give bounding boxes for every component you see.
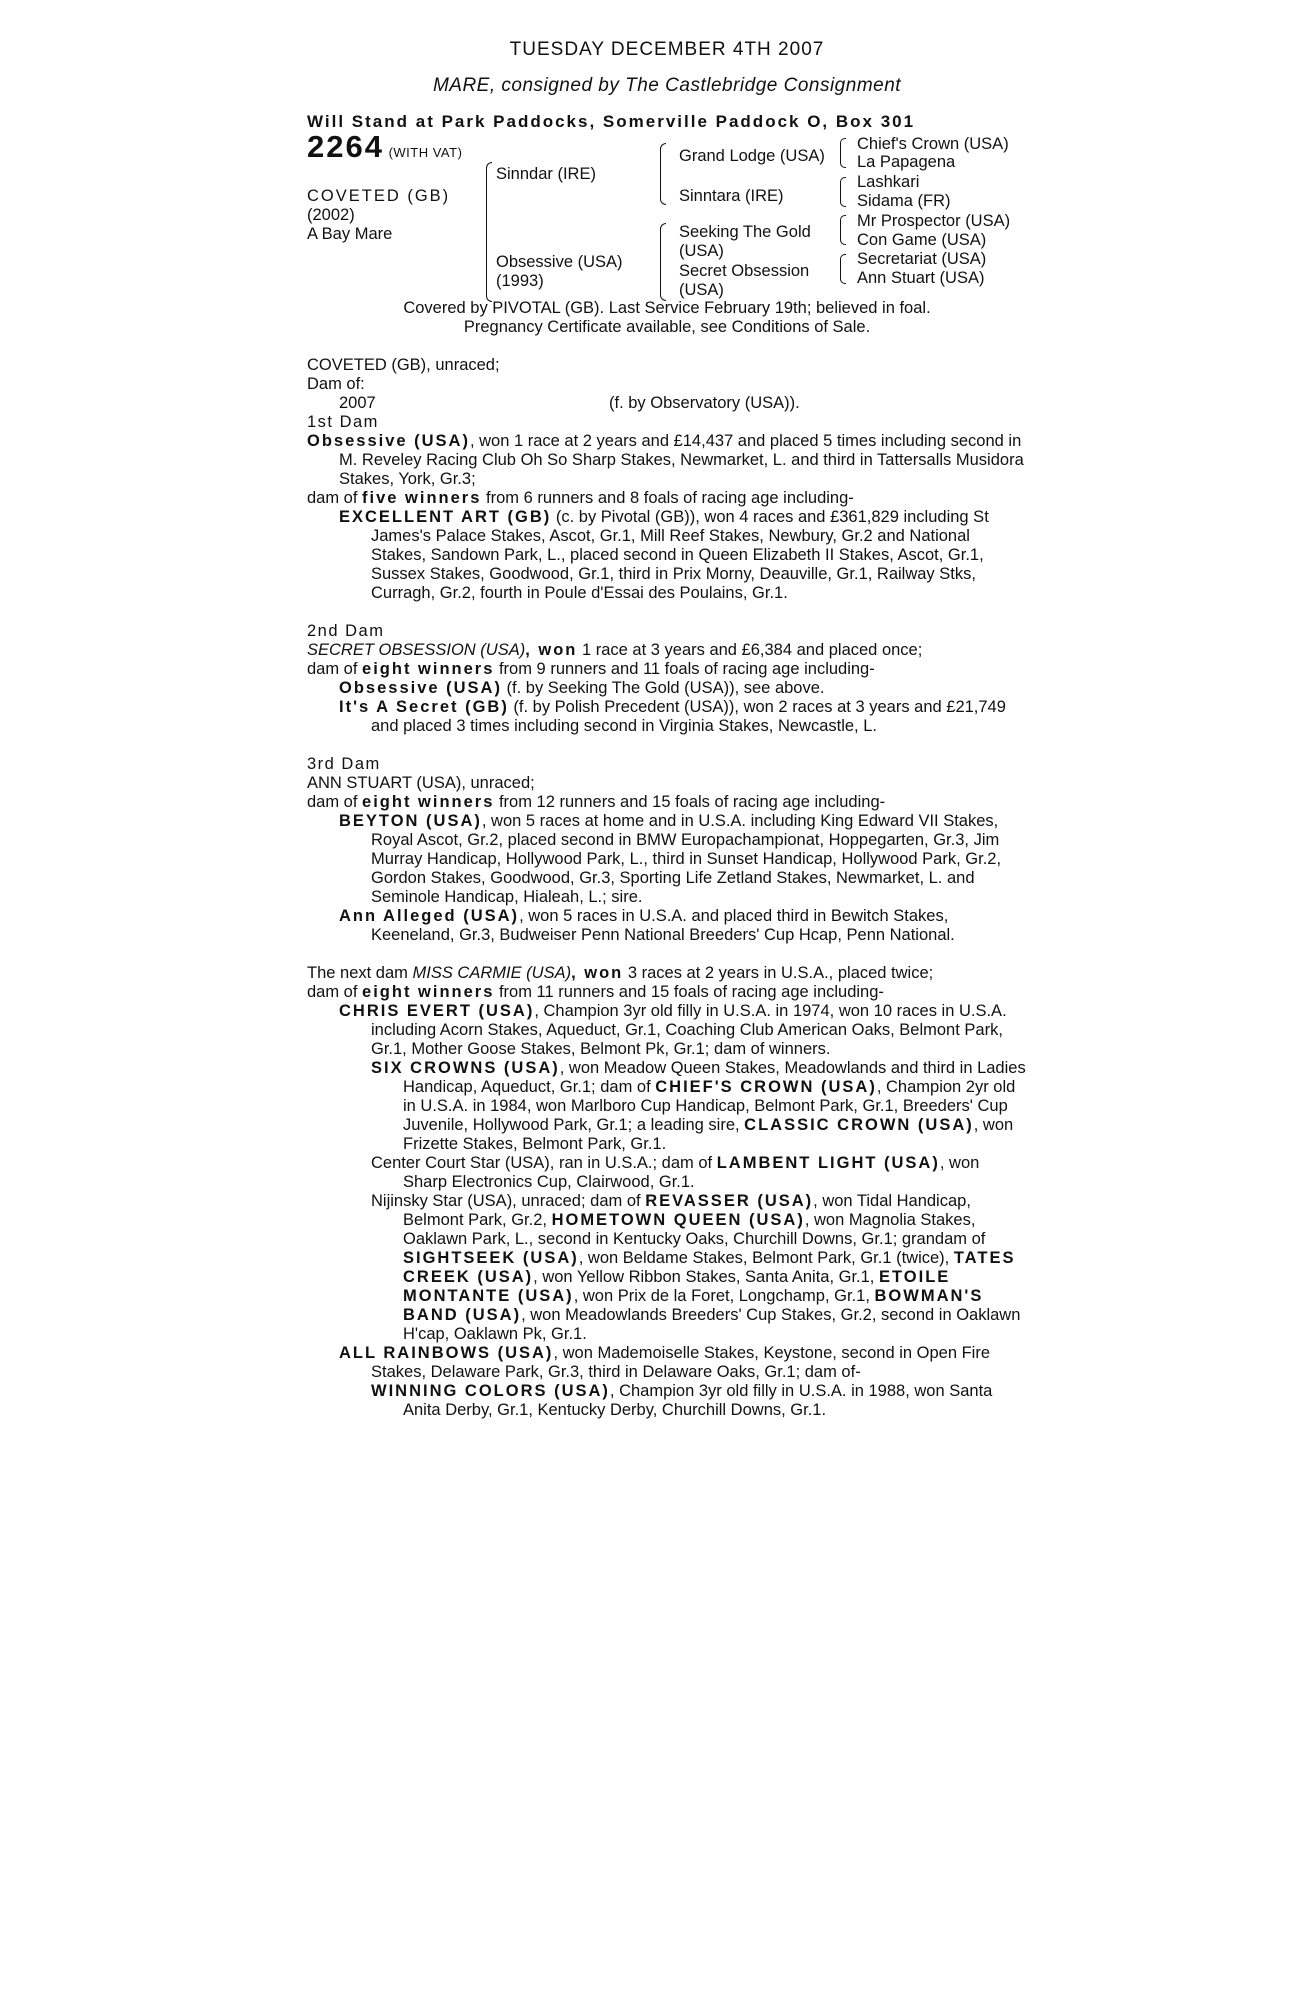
mare-summary: COVETED (GB), unraced;	[307, 356, 500, 374]
progeny-beyton: BEYTON (USA), won 5 races at home and in U.S.A. including King Edward VII Stakes, Royal Ascot, Gr.2, placed second in BMW Europachampionat, Hoppegarten, Gr.3, Jim Murray Handicap, Hollywood Park, L., third in Sunset Handicap, Hollywood Park, Gr.2, Gordon Stakes, Goodwood, Gr.3, Sporting Life Zetland Stakes, Newmarket, L. and Seminole Handicap, Hialeah, L.; sire.	[339, 812, 1002, 906]
second-dam-record: SECRET OBSESSION (USA), won 1 race at 3 years and £6,384 and placed once;	[307, 641, 923, 659]
catalogue-page	[307, 40, 1027, 1420]
foal-year: 2007	[339, 394, 376, 412]
progeny-chris-evert: CHRIS EVERT (USA), Champion 3yr old filly in U.S.A. in 1974, won 10 races in U.S.A. including Acorn Stakes, Aqueduct, Gr.1, Coaching Club American Oaks, Belmont Park, Gr.1, Mother Goose Stakes, Belmont Pk, Gr.1; dam of winners.	[339, 1002, 1007, 1058]
pedigree-brace	[840, 138, 846, 168]
third-dam-heading: 3rd Dam	[307, 755, 381, 773]
pedigree-brace	[840, 177, 846, 207]
progeny-all-rainbows: ALL RAINBOWS (USA), won Mademoiselle Stakes, Keystone, second in Open Fire Stakes, Delaware Park, Gr.3, third in Delaware Oaks, Gr.1; dam of-	[339, 1344, 990, 1381]
second-dam-heading: 2nd Dam	[307, 622, 385, 640]
dam-sire-line1: Seeking The Gold	[679, 223, 811, 241]
sire-dam: Sinntara (IRE)	[679, 187, 784, 205]
pedigree-brace	[660, 223, 666, 301]
sire-sire: Grand Lodge (USA)	[679, 147, 825, 165]
dam-line1: Obsessive (USA)	[496, 253, 623, 271]
next-dam-record: The next dam MISS CARMIE (USA), won 3 races at 2 years in U.S.A., placed twice;	[307, 964, 934, 982]
dam-line2: (1993)	[496, 272, 544, 290]
sire-dam-dam: Sidama (FR)	[857, 192, 951, 210]
consignment-line: MARE, consigned by The Castlebridge Consignment	[432, 75, 902, 96]
sire-sire-dam: La Papagena	[857, 153, 956, 171]
first-dam-heading: 1st Dam	[307, 413, 379, 431]
dam-dam-line2: (USA)	[679, 281, 724, 299]
sire: Sinndar (IRE)	[496, 165, 596, 183]
progeny-excellent-art: EXCELLENT ART (GB) (c. by Pivotal (GB)), won 4 races and £361,829 including St James's Palace Stakes, Ascot, Gr.1, Mill Reef Stakes, Newbury, Gr.2 and National Stakes, Sandown Park, L., placed second in Queen Elizabeth II Stakes, Ascot, Gr.1, Sussex Stakes, Goodwood, Gr.1, third in Prix Morny, Deauville, Gr.1, Railway Stks, Curragh, Gr.2, fourth in Poule d'Essai des Poulains, Gr.1.	[339, 508, 989, 602]
stand-location: Will Stand at Park Paddocks, Somerville Paddock O, Box 301	[307, 112, 916, 131]
dam-of-label: Dam of:	[307, 375, 365, 393]
foal-description: (f. by Observatory (USA)).	[609, 394, 800, 412]
progeny-winning-colors: WINNING COLORS (USA), Champion 3yr old filly in U.S.A. in 1988, won Santa Anita Derby, Gr.1, Kentucky Derby, Churchill Downs, Gr.1.	[371, 1382, 993, 1419]
horse-name: COVETED (GB)	[307, 187, 451, 205]
second-dam-produce: dam of eight winners from 9 runners and 11 foals of racing age including-	[307, 660, 875, 678]
progeny-obsessive: Obsessive (USA) (f. by Seeking The Gold (USA)), see above.	[339, 679, 825, 697]
dam-dam-sire: Secretariat (USA)	[857, 250, 987, 268]
progeny-center-court-star: Center Court Star (USA), ran in U.S.A.; dam of LAMBENT LIGHT (USA), won Sharp Electronics Cup, Clairwood, Gr.1.	[371, 1154, 980, 1191]
produce-row	[307, 394, 1027, 413]
sire-sire-sire: Chief's Crown (USA)	[857, 135, 1009, 153]
pedigree-brace	[660, 143, 666, 205]
sire-dam-sire: Lashkari	[857, 173, 920, 191]
dam-sire-line2: (USA)	[679, 242, 724, 260]
lot-number: 2264 (WITH VAT)	[307, 129, 463, 164]
dam-sire-dam: Con Game (USA)	[857, 231, 987, 249]
covered-line1: Covered by PIVOTAL (GB). Last Service February 19th; believed in foal.	[403, 299, 931, 317]
first-dam-produce: dam of five winners from 6 runners and 8 foals of racing age including-	[307, 489, 854, 507]
progeny-nijinsky-star: Nijinsky Star (USA), unraced; dam of REVASSER (USA), won Tidal Handicap, Belmont Park, Gr.2, HOMETOWN QUEEN (USA), won Magnolia Stakes, Oaklawn Park, L., second in Kentucky Oaks, Churchill Downs, Gr.1; grandam of SIGHTSEEK (USA), won Beldame Stakes, Belmont Park, Gr.1 (twice), TATES CREEK (USA), won Yellow Ribbon Stakes, Santa Anita, Gr.1, ETOILE MONTANTE (USA), won Prix de la Foret, Longchamp, Gr.1, BOWMAN'S BAND (USA), won Meadowlands Breeders' Cup Stakes, Gr.2, second in Oaklawn H'cap, Oaklawn Pk, Gr.1.	[371, 1192, 1021, 1343]
vat-note: (WITH VAT)	[388, 145, 463, 160]
third-dam-produce: dam of eight winners from 12 runners and 15 foals of racing age including-	[307, 793, 886, 811]
pedigree-table	[307, 129, 1027, 303]
progeny-its-a-secret: It's A Secret (GB) (f. by Polish Precedent (USA)), won 2 races at 3 years and £21,749 and placed 3 times including second in Virginia Stakes, Newcastle, L.	[339, 698, 1006, 735]
dam-dam-dam: Ann Stuart (USA)	[857, 269, 985, 287]
sale-date: TUESDAY DECEMBER 4TH 2007	[509, 39, 825, 60]
third-dam-record: ANN STUART (USA), unraced;	[307, 774, 535, 792]
horse-year: (2002)	[307, 206, 355, 224]
pedigree-brace	[840, 254, 846, 284]
dam-sire-sire: Mr Prospector (USA)	[857, 212, 1011, 230]
dam-dam-line1: Secret Obsession	[679, 262, 810, 280]
progeny-ann-alleged: Ann Alleged (USA), won 5 races in U.S.A. and placed third in Bewitch Stakes, Keeneland, Gr.3, Budweiser Penn National Breeders' Cup Hcap, Penn National.	[339, 907, 955, 944]
covered-line2: Pregnancy Certificate available, see Conditions of Sale.	[463, 318, 871, 336]
first-dam-record: Obsessive (USA), won 1 race at 2 years and £14,437 and placed 5 times including second in M. Reveley Racing Club Oh So Sharp Stakes, Newmarket, L. and third in Tattersalls Musidora Stakes, York, Gr.3;	[307, 432, 1024, 488]
horse-description: A Bay Mare	[307, 225, 393, 243]
pedigree-brace	[840, 215, 846, 245]
progeny-six-crowns: SIX CROWNS (USA), won Meadow Queen Stakes, Meadowlands and third in Ladies Handicap, Aqueduct, Gr.1; dam of CHIEF'S CROWN (USA), Champion 2yr old in U.S.A. in 1984, won Marlboro Cup Handicap, Belmont Park, Gr.1, Breeders' Cup Juvenile, Hollywood Park, Gr.1; a leading sire, CLASSIC CROWN (USA), won Frizette Stakes, Belmont Park, Gr.1.	[371, 1059, 1026, 1153]
next-dam-produce: dam of eight winners from 11 runners and 15 foals of racing age including-	[307, 983, 884, 1001]
pedigree-brace	[486, 162, 492, 302]
